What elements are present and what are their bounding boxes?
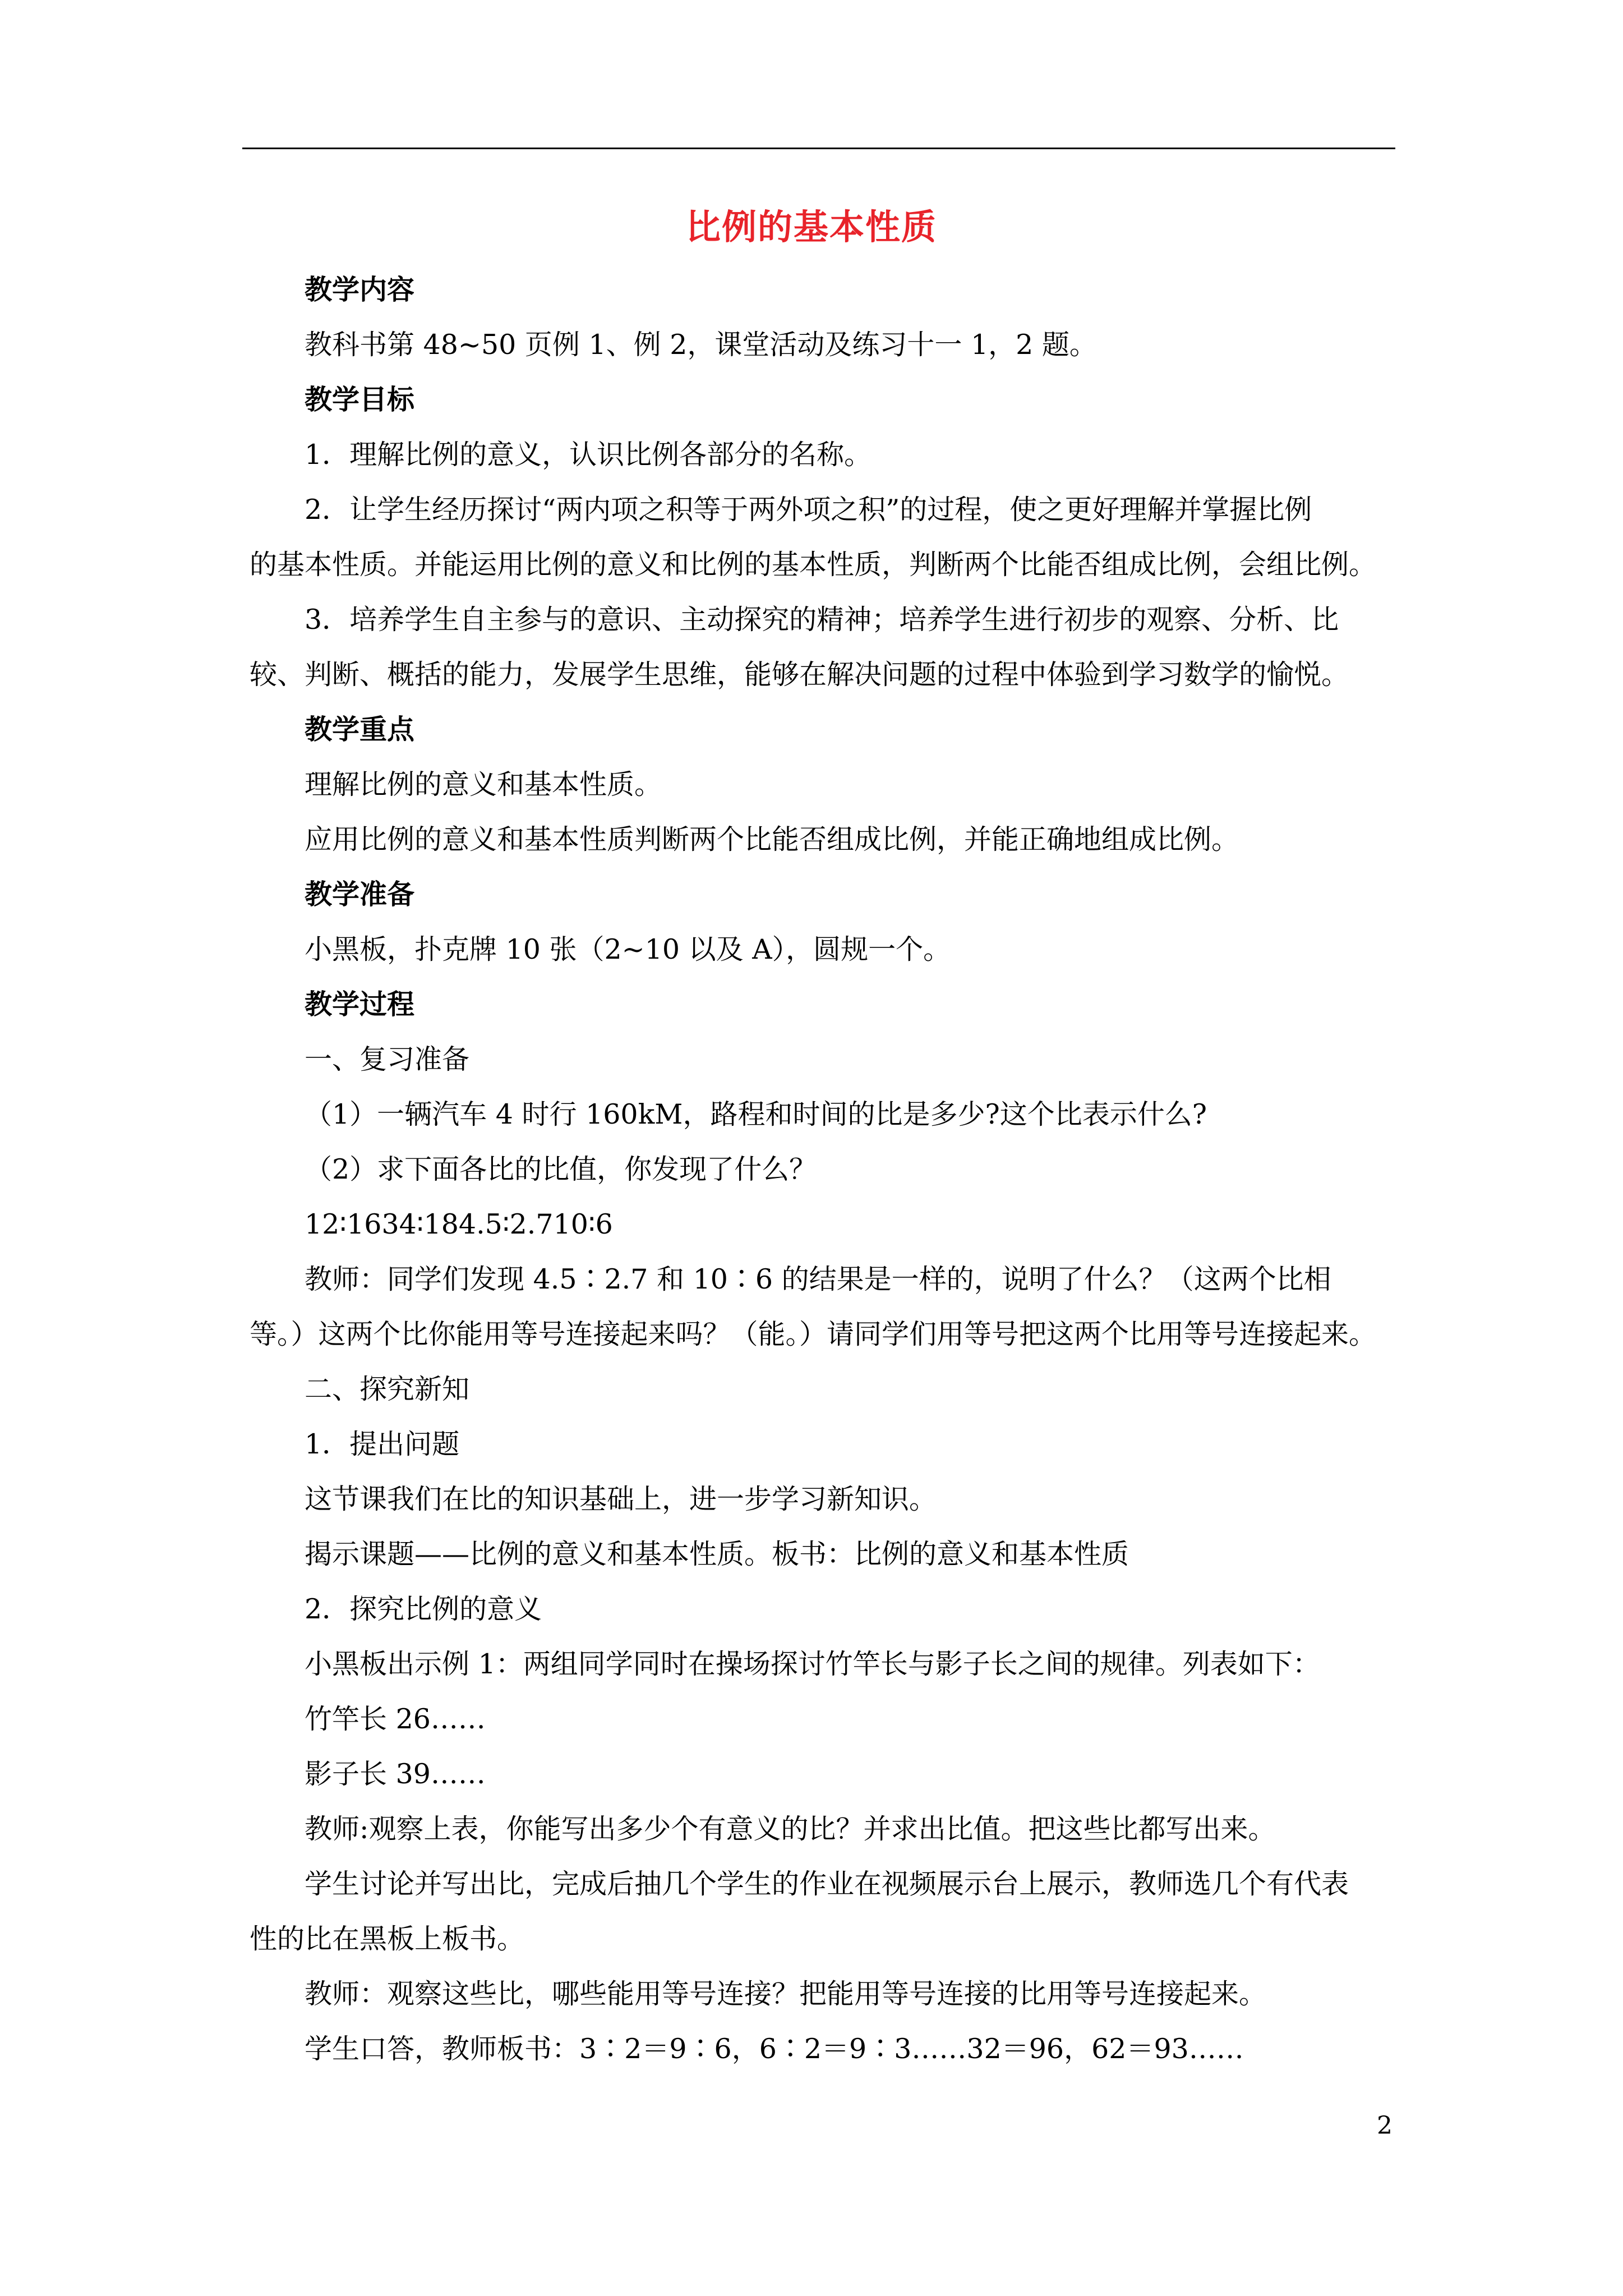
paragraph-line: 性的比在黑板上板书。: [250, 1923, 525, 1955]
paragraph-line: 小黑板，扑克牌 10 张（2~10 以及 A），圆规一个。: [305, 933, 951, 965]
paragraph-line: 影子长 39……: [305, 1758, 486, 1790]
paragraph-line: 竹竿长 26……: [305, 1703, 486, 1735]
section-heading-focus: 教学重点: [305, 714, 415, 746]
paragraph-line: （2）求下面各比的比值，你发现了什么？: [305, 1153, 817, 1185]
paragraph-line: 揭示课题——比例的意义和基本性质。板书：比例的意义和基本性质: [305, 1538, 1129, 1570]
paragraph-line: 3．培养学生自主参与的意识、主动探究的精神；培养学生进行初步的观察、分析、比: [305, 604, 1339, 636]
paragraph-line: 12∶1634∶184.5∶2.710∶6: [305, 1208, 613, 1240]
paragraph-line: 1．理解比例的意义，认识比例各部分的名称。: [305, 439, 872, 471]
paragraph-line: 教师：同学们发现 4.5∶2.7 和 10∶6 的结果是一样的，说明了什么？（这两个比相: [305, 1263, 1331, 1295]
paragraph-line: 这节课我们在比的知识基础上，进一步学习新知识。: [305, 1483, 937, 1515]
page-number: 2: [1377, 2111, 1393, 2140]
paragraph-line: 等。）这两个比你能用等号连接起来吗？（能。）请同学们用等号把这两个比用等号连接起来。: [250, 1318, 1377, 1350]
paragraph-line: 1．提出问题: [305, 1428, 460, 1460]
paragraph-line: 一、复习准备: [305, 1043, 470, 1075]
paragraph-line: 的基本性质。并能运用比例的意义和比例的基本性质，判断两个比能否组成比例，会组比例。: [250, 549, 1377, 581]
paragraph-line: 小黑板出示例 1：两组同学同时在操场探讨竹竿长与影子长之间的规律。列表如下：: [305, 1648, 1320, 1680]
paragraph-line: （1）一辆汽车 4 时行 160kM，路程和时间的比是多少?这个比表示什么?: [305, 1098, 1207, 1130]
paragraph-line: 2．探究比例的意义: [305, 1593, 542, 1625]
paragraph-line: 教科书第 48~50 页例 1、例 2，课堂活动及练习十一 1，2 题。: [305, 329, 1097, 361]
paragraph-line: 2．让学生经历探讨“两内项之积等于两外项之积”的过程，使之更好理解并掌握比例: [305, 494, 1312, 526]
paragraph-line: 应用比例的意义和基本性质判断两个比能否组成比例，并能正确地组成比例。: [305, 823, 1239, 855]
paragraph-line: 学生讨论并写出比，完成后抽几个学生的作业在视频展示台上展示，教师选几个有代表: [305, 1868, 1349, 1900]
document-body: [250, 263, 1399, 2077]
paragraph-line: 理解比例的意义和基本性质。: [305, 769, 662, 800]
paragraph-line: 二、探究新知: [305, 1373, 470, 1405]
header-rule: [242, 148, 1395, 149]
paragraph-line: 教师：观察这些比，哪些能用等号连接？把能用等号连接的比用等号连接起来。: [305, 1978, 1267, 2010]
section-heading-process: 教学过程: [305, 988, 415, 1020]
paragraph-line: 较、判断、概括的能力，发展学生思维，能够在解决问题的过程中体验到学习数学的愉悦。: [250, 659, 1349, 691]
document-title: 比例的基本性质: [685, 206, 937, 247]
paragraph-line: 学生口答，教师板书：3∶2＝9∶6，6∶2＝9∶3……32＝96，62＝93……: [305, 2033, 1244, 2065]
paragraph-line: 教师:观察上表，你能写出多少个有意义的比？并求出比值。把这些比都写出来。: [305, 1813, 1276, 1845]
section-heading-content: 教学内容: [305, 274, 415, 306]
section-heading-preparation: 教学准备: [305, 878, 415, 910]
section-heading-goals: 教学目标: [305, 384, 415, 416]
